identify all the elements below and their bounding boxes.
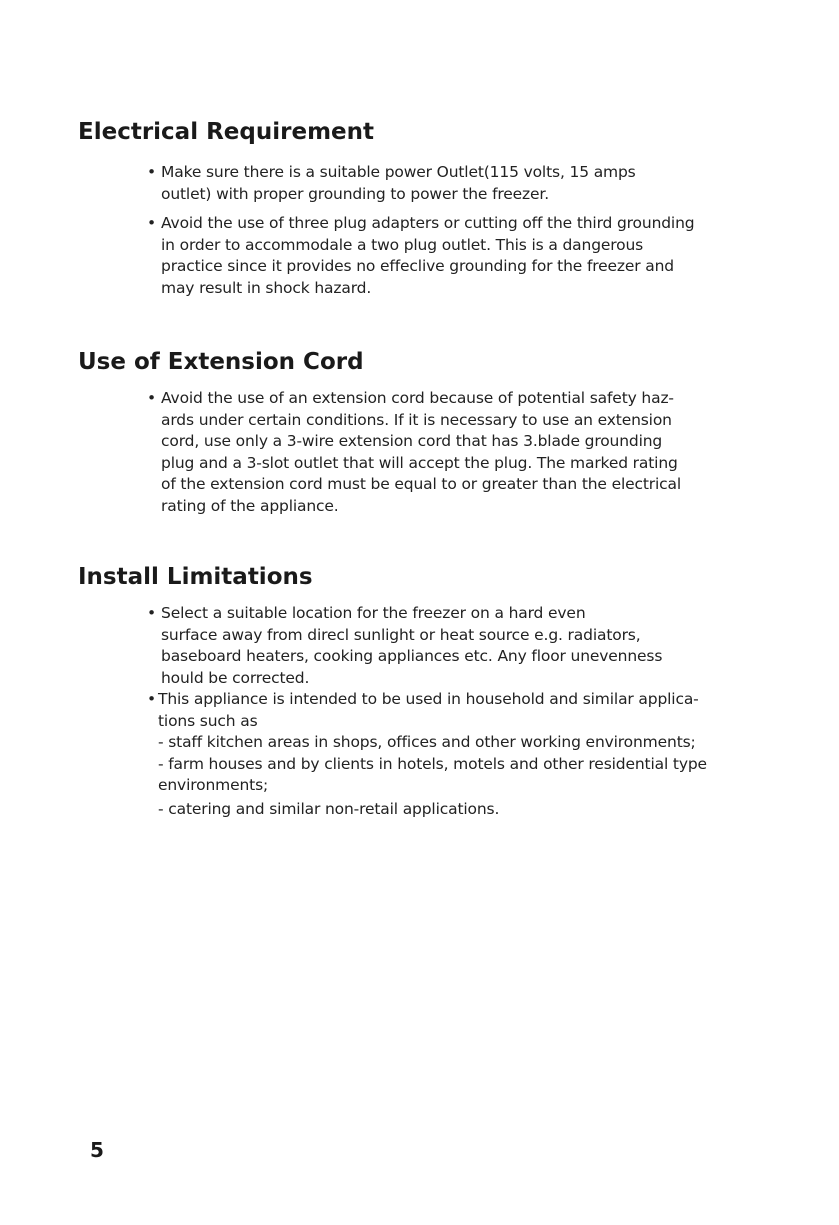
bullet-line: plug and a 3-slot outlet that will accept the plug. The marked rating <box>161 453 678 472</box>
bullet-line: tions such as <box>158 711 258 730</box>
bullet-line: surface away from direcl sunlight or heat source e.g. radiators, <box>161 625 641 644</box>
bullet-line: practice since it provides no effeclive grounding for the freezer and <box>161 257 674 275</box>
bullet-line: Avoid the use of three plug adapters or cutting off the third grounding <box>161 214 695 232</box>
sub-list-line: - farm houses and by clients in hotels, motels and other residential type <box>158 754 707 773</box>
bullet-line: ards under certain conditions. If it is necessary to use an extension <box>161 410 672 429</box>
bullet-line: may result in shock hazard. <box>161 278 372 297</box>
bullet-line: of the extension cord must be equal to or greater than the electrical <box>161 475 682 493</box>
bullet-item <box>147 162 707 205</box>
section-heading-use-of-extension-cord: Use of Extension Cord <box>78 349 364 375</box>
sub-list-line: - staff kitchen areas in shops, offices and other working environments; <box>158 733 696 751</box>
bullet-item <box>147 213 707 299</box>
bullet-line: Avoid the use of an extension cord because of potential safety haz- <box>161 389 674 407</box>
sub-list-line: environments; <box>158 776 269 794</box>
bullet-item <box>147 388 707 517</box>
bullet-line: in order to accommodale a two plug outlet. This is a dangerous <box>161 235 644 254</box>
bullet-dot: • <box>147 604 156 622</box>
section-body-use-of-extension-cord <box>147 388 707 517</box>
bullet-line: hould be corrected. <box>161 668 310 687</box>
bullet-dot: • <box>147 389 156 407</box>
bullet-item <box>147 689 707 732</box>
sub-list <box>147 732 707 820</box>
section-body-install-limitations <box>147 603 707 820</box>
bullet-item <box>147 603 707 689</box>
page-number: 5 <box>90 1138 104 1162</box>
section-heading-electrical-requirement: Electrical Requirement <box>78 119 375 145</box>
bullet-line: baseboard heaters, cooking appliances etc. Any floor unevenness <box>161 647 663 665</box>
bullet-dot: • <box>147 690 156 708</box>
bullet-line: rating of the appliance. <box>161 496 339 515</box>
bullet-line: cord, use only a 3-wire extension cord that has 3.blade grounding <box>161 432 663 450</box>
bullet-dot: • <box>147 214 156 232</box>
bullet-dot: • <box>147 163 156 181</box>
bullet-line: This appliance is intended to be used in household and similar applica- <box>158 690 699 708</box>
bullet-line: outlet) with proper grounding to power the freezer. <box>161 184 550 203</box>
bullet-line: Select a suitable location for the freezer on a hard even <box>161 604 586 622</box>
section-heading-install-limitations: Install Limitations <box>78 564 313 590</box>
bullet-line: Make sure there is a suitable power Outlet(115 volts, 15 amps <box>161 163 636 181</box>
sub-list-line: - catering and similar non-retail applications. <box>158 799 500 818</box>
section-body-electrical-requirement <box>147 162 707 299</box>
